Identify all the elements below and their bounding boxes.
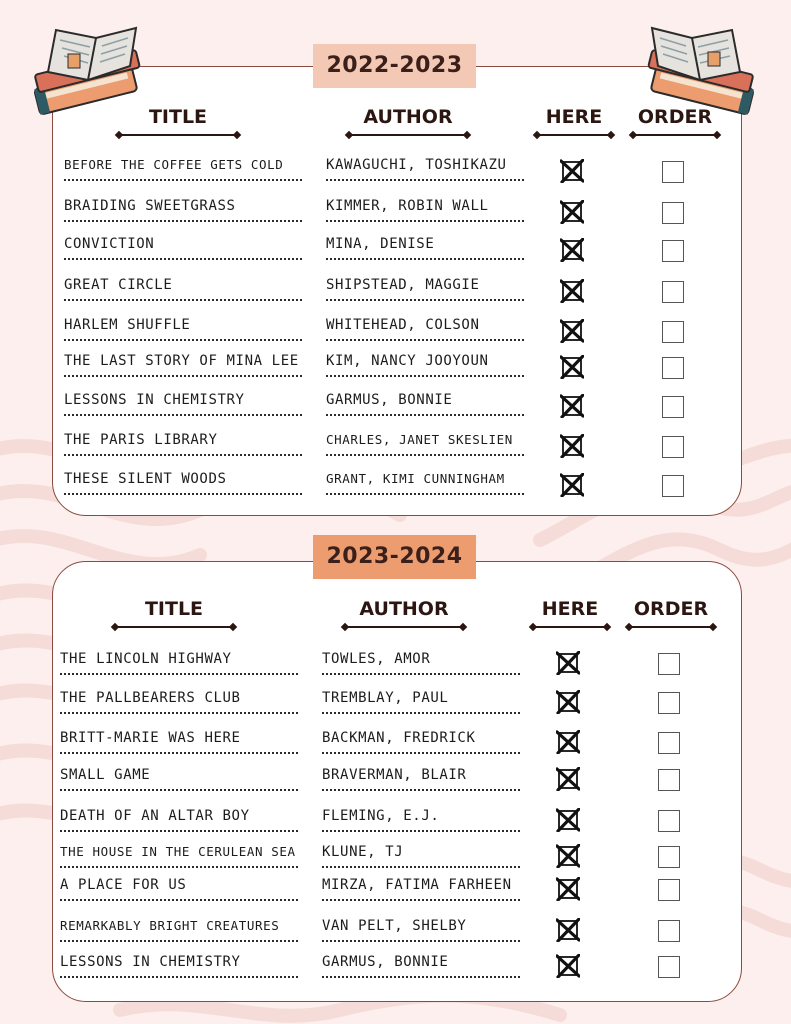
book-author-cell <box>326 277 524 301</box>
x-mark-icon[interactable] <box>556 690 580 714</box>
book-title-text: BRAIDING SWEETGRASS <box>64 198 236 214</box>
book-author-cell <box>326 432 524 456</box>
book-author-cell <box>322 918 520 942</box>
x-mark-icon[interactable] <box>560 279 584 303</box>
x-mark-icon[interactable] <box>560 200 584 224</box>
book-title-text: THE PALLBEARERS CLUB <box>60 690 241 706</box>
order-checkbox[interactable] <box>658 692 680 714</box>
book-title-text: THE LINCOLN HIGHWAY <box>60 651 232 667</box>
book-author-text: TOWLES, AMOR <box>322 651 431 667</box>
book-title-text: THE LAST STORY OF MINA LEE <box>64 353 299 369</box>
book-author-text: KAWAGUCHI, TOSHIKAZU <box>326 157 507 173</box>
column-header-order: ORDER <box>637 106 713 128</box>
order-checkbox[interactable] <box>658 879 680 901</box>
book-author-text: VAN PELT, SHELBY <box>322 918 467 934</box>
book-title-cell <box>64 198 302 222</box>
order-checkbox[interactable] <box>658 846 680 868</box>
column-header-rule <box>112 622 236 632</box>
order-checkbox[interactable] <box>662 281 684 303</box>
order-checkbox[interactable] <box>662 321 684 343</box>
book-author-cell <box>322 767 520 791</box>
book-title-cell <box>60 808 298 832</box>
book-title-text: A PLACE FOR US <box>60 877 187 893</box>
book-author-text: KLUNE, TJ <box>322 844 404 860</box>
order-checkbox[interactable] <box>662 161 684 183</box>
book-title-text: SMALL GAME <box>60 767 151 783</box>
order-checkbox[interactable] <box>662 357 684 379</box>
order-checkbox[interactable] <box>658 732 680 754</box>
book-title-text: THESE SILENT WOODS <box>64 471 227 487</box>
order-checkbox[interactable] <box>658 920 680 942</box>
column-header-rule <box>630 130 720 140</box>
book-author-cell <box>326 157 524 181</box>
column-header-rule <box>116 130 240 140</box>
book-title-text: REMARKABLY BRIGHT CREATURES <box>60 918 280 933</box>
order-checkbox[interactable] <box>662 436 684 458</box>
book-title-cell <box>60 690 298 714</box>
book-author-text: GARMUS, BONNIE <box>322 954 449 970</box>
book-title-cell <box>60 954 298 978</box>
book-title-text: BRITT-MARIE WAS HERE <box>60 730 241 746</box>
order-checkbox[interactable] <box>658 956 680 978</box>
x-mark-icon[interactable] <box>556 730 580 754</box>
book-author-text: FLEMING, E.J. <box>322 808 440 824</box>
order-checkbox[interactable] <box>662 475 684 497</box>
book-author-cell <box>326 317 524 341</box>
book-author-text: SHIPSTEAD, MAGGIE <box>326 277 480 293</box>
column-header-order: ORDER <box>633 598 709 620</box>
book-title-cell <box>60 877 298 901</box>
book-title-text: CONVICTION <box>64 236 155 252</box>
x-mark-icon[interactable] <box>556 954 580 978</box>
order-checkbox[interactable] <box>658 810 680 832</box>
book-title-cell <box>64 471 302 495</box>
x-mark-icon[interactable] <box>556 651 580 675</box>
book-title-cell <box>64 353 302 377</box>
column-header-author: AUTHOR <box>359 598 449 620</box>
column-header-rule <box>346 130 470 140</box>
x-mark-icon[interactable] <box>560 319 584 343</box>
book-title-cell <box>64 317 302 341</box>
book-author-text: WHITEHEAD, COLSON <box>326 317 480 333</box>
book-author-cell <box>326 392 524 416</box>
x-mark-icon[interactable] <box>560 434 584 458</box>
book-author-text: MINA, DENISE <box>326 236 435 252</box>
book-title-cell <box>60 767 298 791</box>
book-title-cell <box>64 432 302 456</box>
book-author-cell <box>322 954 520 978</box>
book-title-text: GREAT CIRCLE <box>64 277 173 293</box>
x-mark-icon[interactable] <box>556 767 580 791</box>
book-author-text: GRANT, KIMI CUNNINGHAM <box>326 471 505 486</box>
book-author-text: KIMMER, ROBIN WALL <box>326 198 489 214</box>
column-header-here: HERE <box>541 598 599 620</box>
book-title-cell <box>64 277 302 301</box>
order-checkbox[interactable] <box>662 396 684 418</box>
book-author-cell <box>326 236 524 260</box>
book-author-text: BACKMAN, FREDRICK <box>322 730 476 746</box>
book-author-cell <box>322 690 520 714</box>
book-author-text: KIM, NANCY JOOYOUN <box>326 353 489 369</box>
book-title-cell <box>64 392 302 416</box>
book-author-cell <box>326 198 524 222</box>
book-author-text: CHARLES, JANET SKESLIEN <box>326 432 513 447</box>
book-title-text: THE PARIS LIBRARY <box>64 432 218 448</box>
open-book-stack-icon <box>18 14 158 118</box>
column-header-author: AUTHOR <box>363 106 453 128</box>
column-header-rule <box>534 130 614 140</box>
column-header-here: HERE <box>545 106 603 128</box>
column-header-rule <box>530 622 610 632</box>
x-mark-icon[interactable] <box>560 159 584 183</box>
open-book-stack-icon <box>630 14 770 118</box>
x-mark-icon[interactable] <box>556 844 580 868</box>
book-title-text: LESSONS IN CHEMISTRY <box>64 392 245 408</box>
book-author-cell <box>322 877 520 901</box>
column-header-title: TITLE <box>148 106 208 128</box>
order-checkbox[interactable] <box>662 202 684 224</box>
book-title-cell <box>60 730 298 754</box>
book-title-cell <box>60 918 298 942</box>
book-title-cell <box>64 157 302 181</box>
column-header-rule <box>342 622 466 632</box>
book-title-text: HARLEM SHUFFLE <box>64 317 191 333</box>
book-title-cell <box>64 236 302 260</box>
year-banner-2023-2024: 2023-2024 <box>313 535 476 579</box>
column-header-title: TITLE <box>144 598 204 620</box>
order-checkbox[interactable] <box>658 653 680 675</box>
book-author-cell <box>322 730 520 754</box>
x-mark-icon[interactable] <box>560 355 584 379</box>
book-author-text: BRAVERMAN, BLAIR <box>322 767 467 783</box>
book-title-text: LESSONS IN CHEMISTRY <box>60 954 241 970</box>
book-author-cell <box>322 808 520 832</box>
book-author-text: TREMBLAY, PAUL <box>322 690 449 706</box>
book-author-cell <box>322 651 520 675</box>
book-title-text: BEFORE THE COFFEE GETS COLD <box>64 157 284 172</box>
book-title-text: DEATH OF AN ALTAR BOY <box>60 808 250 824</box>
x-mark-icon[interactable] <box>560 473 584 497</box>
book-title-cell <box>60 844 298 868</box>
book-author-text: MIRZA, FATIMA FARHEEN <box>322 877 512 893</box>
book-author-cell <box>322 844 520 868</box>
x-mark-icon[interactable] <box>560 238 584 262</box>
year-banner-2022-2023: 2022-2023 <box>313 44 476 88</box>
column-header-rule <box>626 622 716 632</box>
book-author-cell <box>326 471 524 495</box>
x-mark-icon[interactable] <box>556 808 580 832</box>
book-author-text: GARMUS, BONNIE <box>326 392 453 408</box>
x-mark-icon[interactable] <box>556 918 580 942</box>
x-mark-icon[interactable] <box>560 394 584 418</box>
book-title-text: THE HOUSE IN THE CERULEAN SEA <box>60 844 296 859</box>
book-author-cell <box>326 353 524 377</box>
order-checkbox[interactable] <box>658 769 680 791</box>
x-mark-icon[interactable] <box>556 877 580 901</box>
order-checkbox[interactable] <box>662 240 684 262</box>
book-title-cell <box>60 651 298 675</box>
